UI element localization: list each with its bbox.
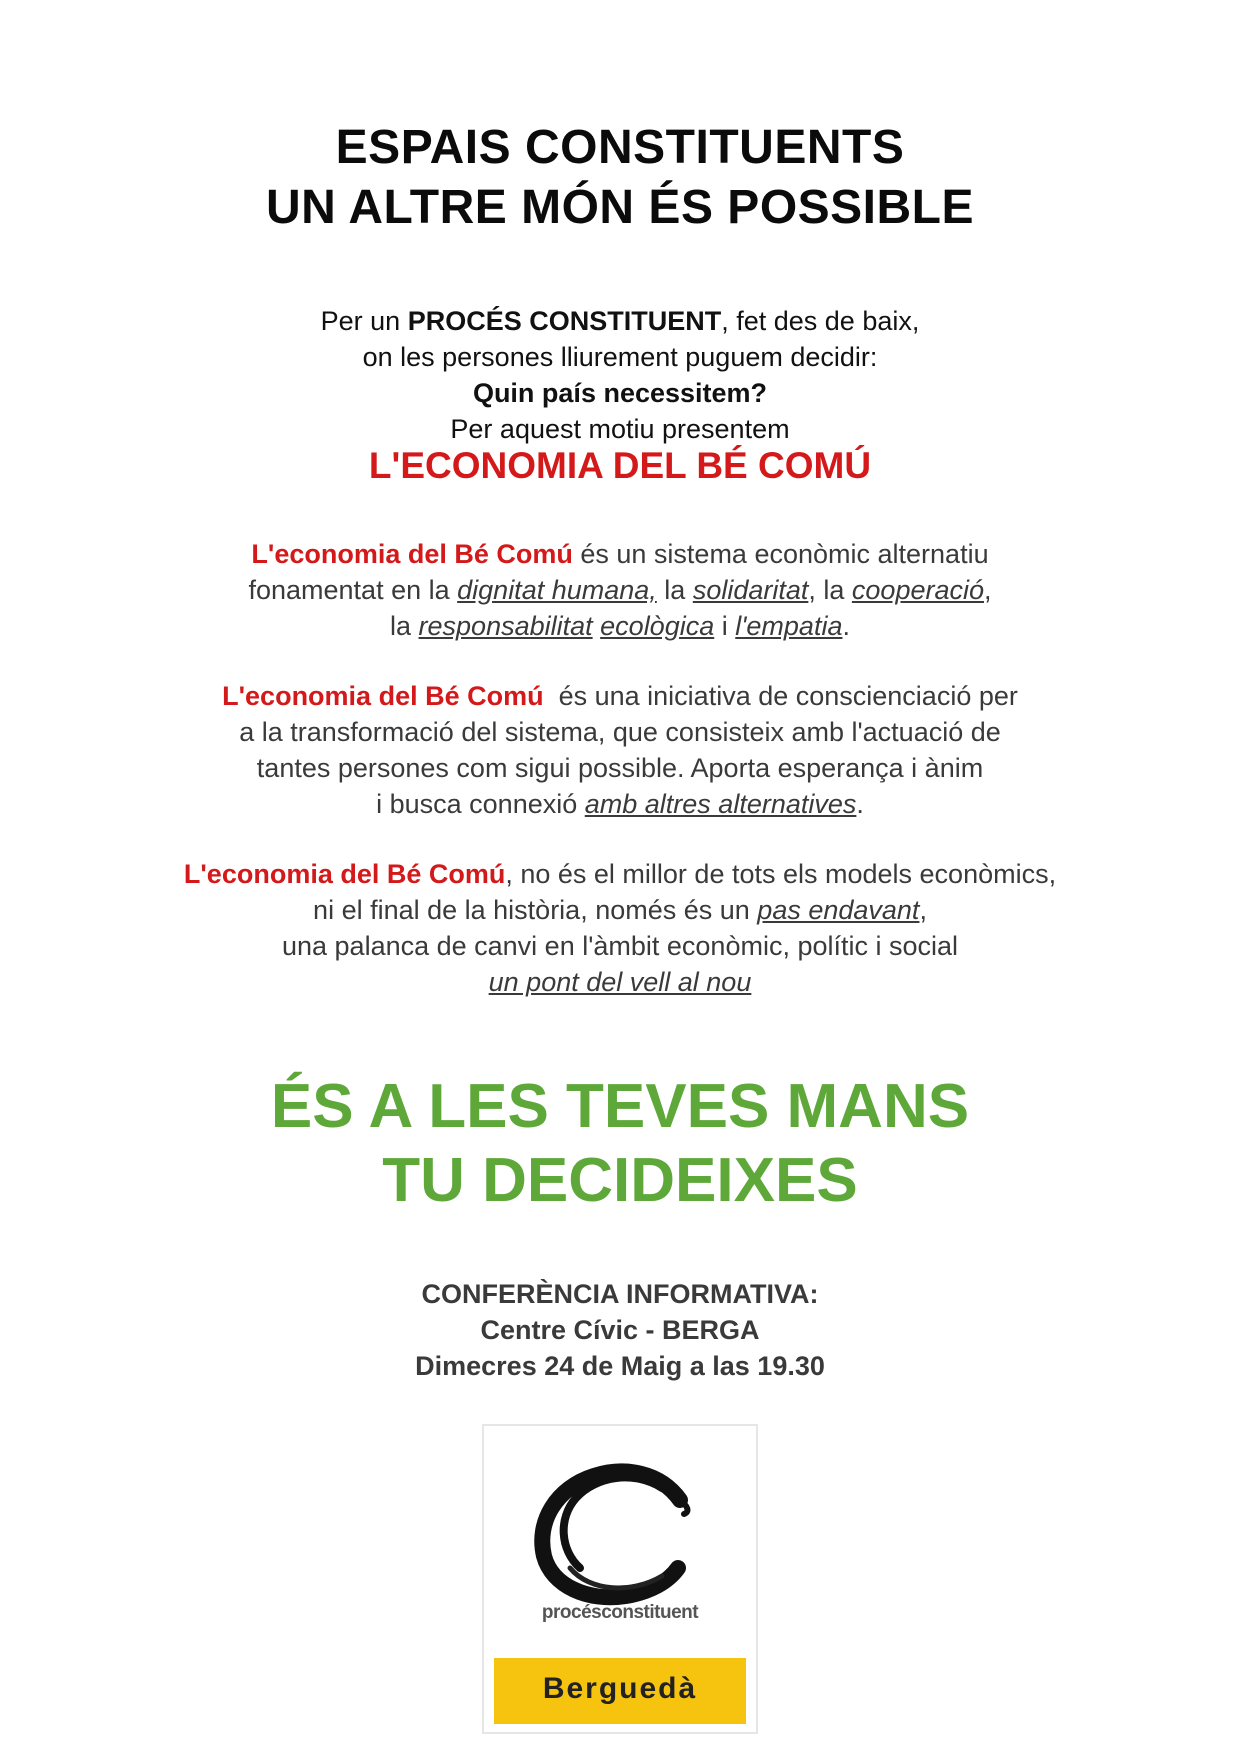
title-line-1: ESPAIS CONSTITUENTS xyxy=(335,121,905,174)
underlined-term: amb altres alternatives xyxy=(584,789,857,819)
text-span: i busca connexió xyxy=(376,789,585,819)
paragraph-1-line-3 xyxy=(0,608,1240,644)
logo-wordmark: procésconstituent xyxy=(541,1602,699,1623)
text-span: la xyxy=(390,611,419,641)
underlined-term: dignitat humana, xyxy=(457,575,657,605)
conference-venue: Centre Cívic - BERGA xyxy=(480,1315,760,1345)
paragraph-2-line-3: tantes persones com sigui possible. Aporta esperança i ànim xyxy=(256,753,984,783)
paragraph-3-line-1 xyxy=(0,856,1240,892)
highlight-term: L'economia del Bé Comú xyxy=(183,859,506,889)
slogan xyxy=(0,1070,1240,1218)
underlined-term: responsabilitat xyxy=(418,611,593,641)
intro-line-1-start: Per un xyxy=(320,306,408,336)
underlined-term: l'empatia xyxy=(735,611,843,641)
text-span: és una iniciativa de conscienciació per xyxy=(543,681,1018,711)
paragraph-2 xyxy=(0,678,1240,822)
paragraph-3 xyxy=(0,856,1240,1000)
text-span: fonamentat en la xyxy=(248,575,458,605)
intro-line-1 xyxy=(0,303,1240,339)
underlined-term: solidaritat xyxy=(692,575,809,605)
text-span: és un sistema econòmic alternatiu xyxy=(572,539,989,569)
paragraph-2-line-1 xyxy=(0,678,1240,714)
paragraph-1-line-2 xyxy=(0,572,1240,608)
intro-line-4: Per aquest motiu presentem xyxy=(450,414,790,444)
conference-label: CONFERÈNCIA INFORMATIVA: xyxy=(421,1279,819,1309)
underlined-term: pas endavant xyxy=(757,895,920,925)
underlined-term: ecològica xyxy=(600,611,715,641)
highlight-term: L'economia del Bé Comú xyxy=(222,681,544,711)
paragraph-2-line-2: a la transformació del sistema, que consisteix amb l'actuació de xyxy=(239,717,1001,747)
underlined-term: un pont del vell al nou xyxy=(488,967,752,997)
text-span: , xyxy=(984,575,992,605)
title-line-2: UN ALTRE MÓN ÉS POSSIBLE xyxy=(265,181,975,234)
text-span: i xyxy=(714,611,736,641)
paragraph-3-line-4 xyxy=(0,964,1240,1000)
text-span: . xyxy=(842,611,850,641)
underlined-term: cooperació xyxy=(851,575,984,605)
page-title xyxy=(0,118,1240,238)
text-span: , la xyxy=(808,575,852,605)
text-span: , xyxy=(919,895,927,925)
slogan-line-2: TU DECIDEIXES xyxy=(382,1146,858,1215)
paragraph-1-line-1 xyxy=(0,536,1240,572)
slogan-line-1: ÉS A LES TEVES MANS xyxy=(270,1072,970,1141)
section-heading: L'ECONOMIA DEL BÉ COMÚ xyxy=(368,445,872,486)
intro-emphasis: PROCÉS CONSTITUENT xyxy=(407,306,722,336)
text-span: , no és el millor de tots els models econòmics, xyxy=(505,859,1057,889)
paragraph-2-line-4 xyxy=(0,786,1240,822)
intro-question-text: Quin país necessitem? xyxy=(472,378,768,408)
logo-region-label: Berguedà xyxy=(542,1672,698,1705)
intro-line-2: on les persones lliurement puguem decidir: xyxy=(362,342,878,372)
text-span: ni el final de la història, només és un xyxy=(313,895,758,925)
intro-question xyxy=(0,375,1240,411)
intro-line-1-end: , fet des de baix, xyxy=(721,306,920,336)
proces-constituent-logo xyxy=(482,1424,758,1734)
text-span: . xyxy=(856,789,864,819)
paragraph-1 xyxy=(0,536,1240,644)
paragraph-3-line-2 xyxy=(0,892,1240,928)
highlight-term: L'economia del Bé Comú xyxy=(251,539,573,569)
text-span: la xyxy=(656,575,693,605)
logo-region-band xyxy=(494,1658,746,1724)
paragraph-3-line-3: una palanca de canvi en l'àmbit econòmic, polític i social xyxy=(281,931,959,961)
conference-info xyxy=(0,1276,1240,1384)
conference-date: Dimecres 24 de Maig a las 19.30 xyxy=(415,1351,825,1381)
intro-text xyxy=(0,303,1240,447)
